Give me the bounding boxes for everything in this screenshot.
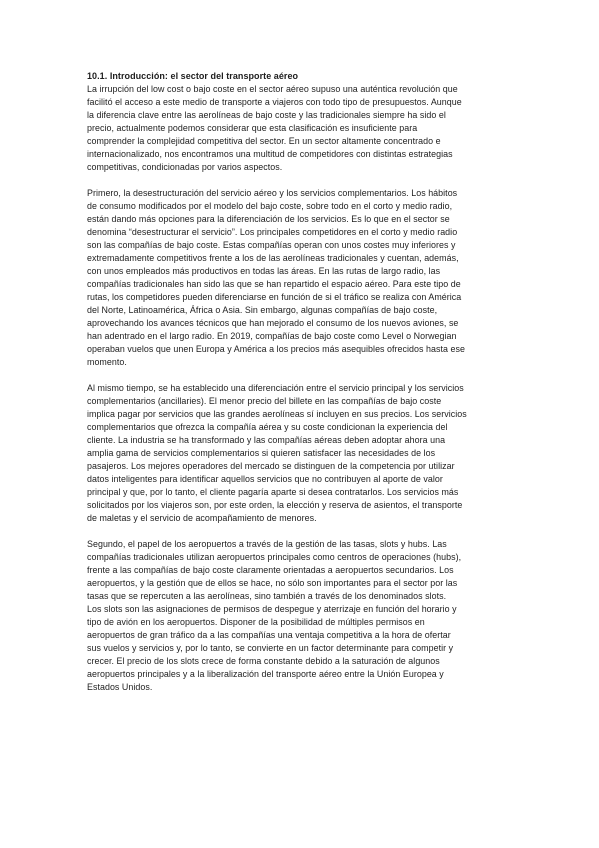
text-line: rutas, los competidores pueden diferenciarse en función de si el tráfico se realiza con América [87,292,462,302]
text-line: La irrupción del low cost o bajo coste en el sector aéreo supuso una auténtica revolución que [87,84,458,94]
paragraph-container [87,83,517,694]
text-line: complementarios (ancillaries). El menor precio del billete en las compañías de bajo coste [87,396,442,406]
text-line: frente a las compañías de bajo coste claramente orientadas a aeropuertos secundarios. Los [87,565,454,575]
text-line: del Norte, Latinoamérica, África o Asia. Sin embargo, algunas compañías de bajo coste, [87,305,438,315]
text-line: momento. [87,357,127,367]
text-line: han adentrado en el largo radio. En 2019, compañías de bajo coste como Level o Norwegian [87,331,457,341]
document-body [87,70,517,694]
text-line: Estados Unidos. [87,682,153,692]
text-line: Segundo, el papel de los aeropuertos a través de la gestión de las tasas, slots y hubs. Las [87,539,447,549]
text-line: compañías tradicionales utilizan aeropuertos principales como centros de operaciones (hubs), [87,552,462,562]
text-line: compañías tradicionales han sido las que se han repartido el espacio aéreo. Para este tipo de [87,279,461,289]
text-line: de maletas y el servicio de acompañamiento de menores. [87,513,317,523]
text-line: de consumo modificados por el modelo del bajo coste, sobre todo en el corto y medio radio, [87,201,453,211]
text-line: operaban vuelos que unen Europa y América a los precios más asequibles ofrecidos hasta ese [87,344,465,354]
paragraph [87,187,517,369]
text-line: internacionalizado, nos encontramos una multitud de competidores con distintas estrategias [87,149,453,159]
text-line: aeropuertos, y la gestión que de ellos se hace, no sólo son importantes para el sector por las [87,578,458,588]
text-line: Al mismo tiempo, se ha establecido una diferenciación entre el servicio principal y los servicios [87,383,464,393]
text-line: están dando más opciones para la diferenciación de los servicios. Es lo que en el sector se [87,214,450,224]
text-line: Primero, la desestructuración del servicio aéreo y los servicios complementarios. Los hábitos [87,188,458,198]
text-line: tasas que se repercuten a las aerolíneas, sino también a través de los denominados slots. [87,591,447,601]
text-line: pasajeros. Los mejores operadores del mercado se distinguen de la competencia por utilizar [87,461,455,471]
text-line: complementarios que ofrezca la compañía aérea y su coste condicionan la experiencia del [87,422,448,432]
paragraph [87,83,517,174]
text-line: son las compañías de bajo coste. Estas compañías operan con unos costes muy inferiores y [87,240,456,250]
text-line: solicitados por los viajeros son, por este orden, la elección y reserva de asientos, el transporte [87,500,463,510]
text-line: comprender la complejidad competitiva del sector. En un sector altamente concentrado e [87,136,441,146]
text-line: sus vuelos y servicios y, por lo tanto, se convierte en un factor determinante para competir y [87,643,454,653]
text-line: crecer. El precio de los slots crece de forma constante debido a la saturación de algunos [87,656,440,666]
text-line: Los slots son las asignaciones de permisos de despegue y aterrizaje en función del horario y [87,604,457,614]
text-line: datos inteligentes para identificar aquellos servicios que no contribuyen al aporte de valor [87,474,443,484]
text-line: aeropuertos principales y a la liberalización del transporte aéreo entre la Unión Europea y [87,669,444,679]
text-line: precio, actualmente podemos considerar que esta clasificación es insuficiente para [87,123,418,133]
paragraph [87,538,517,694]
text-line: extremadamente competitivos frente a los de las aerolíneas tradicionales y cuentan, además, [87,253,459,263]
text-line: facilitó el acceso a este medio de transporte a viajeros con todo tipo de presupuestos. Aunque [87,97,462,107]
text-line: denomina “desestructurar el servicio”. Los principales competidores en el corto y medio radio [87,227,458,237]
text-line: implica pagar por servicios que las grandes aerolíneas sí incluyen en sus precios. Los servicios [87,409,467,419]
text-line: aprovechando los avances técnicos que han mejorado el consumo de los nuevos aviones, se [87,318,459,328]
text-line: con unos empleados más productivos en todas las áreas. En las rutas de largo radio, las [87,266,441,276]
text-line: la diferencia clave entre las aerolíneas de bajo coste y las tradicionales siempre ha sido el [87,110,446,120]
text-line: tipo de avión en los aeropuertos. Disponer de la posibilidad de múltiples permisos en [87,617,425,627]
text-line: cliente. La industria se ha transformado y las compañías aéreas deben adoptar ahora una [87,435,446,445]
text-line: principal y que, por lo tanto, el cliente pagaría aparte si desea contratarlos. Los servicios más [87,487,459,497]
section-heading: 10.1. Introducción: el sector del transporte aéreo [87,71,299,81]
text-line: competitivas, condicionadas por varios aspectos. [87,162,283,172]
text-line: aeropuertos de gran tráfico da a las compañías una ventaja competitiva a la hora de ofertar [87,630,451,640]
paragraph [87,382,517,525]
text-line: amplia gama de servicios complementarios si quieren satisfacer las necesidades de los [87,448,436,458]
